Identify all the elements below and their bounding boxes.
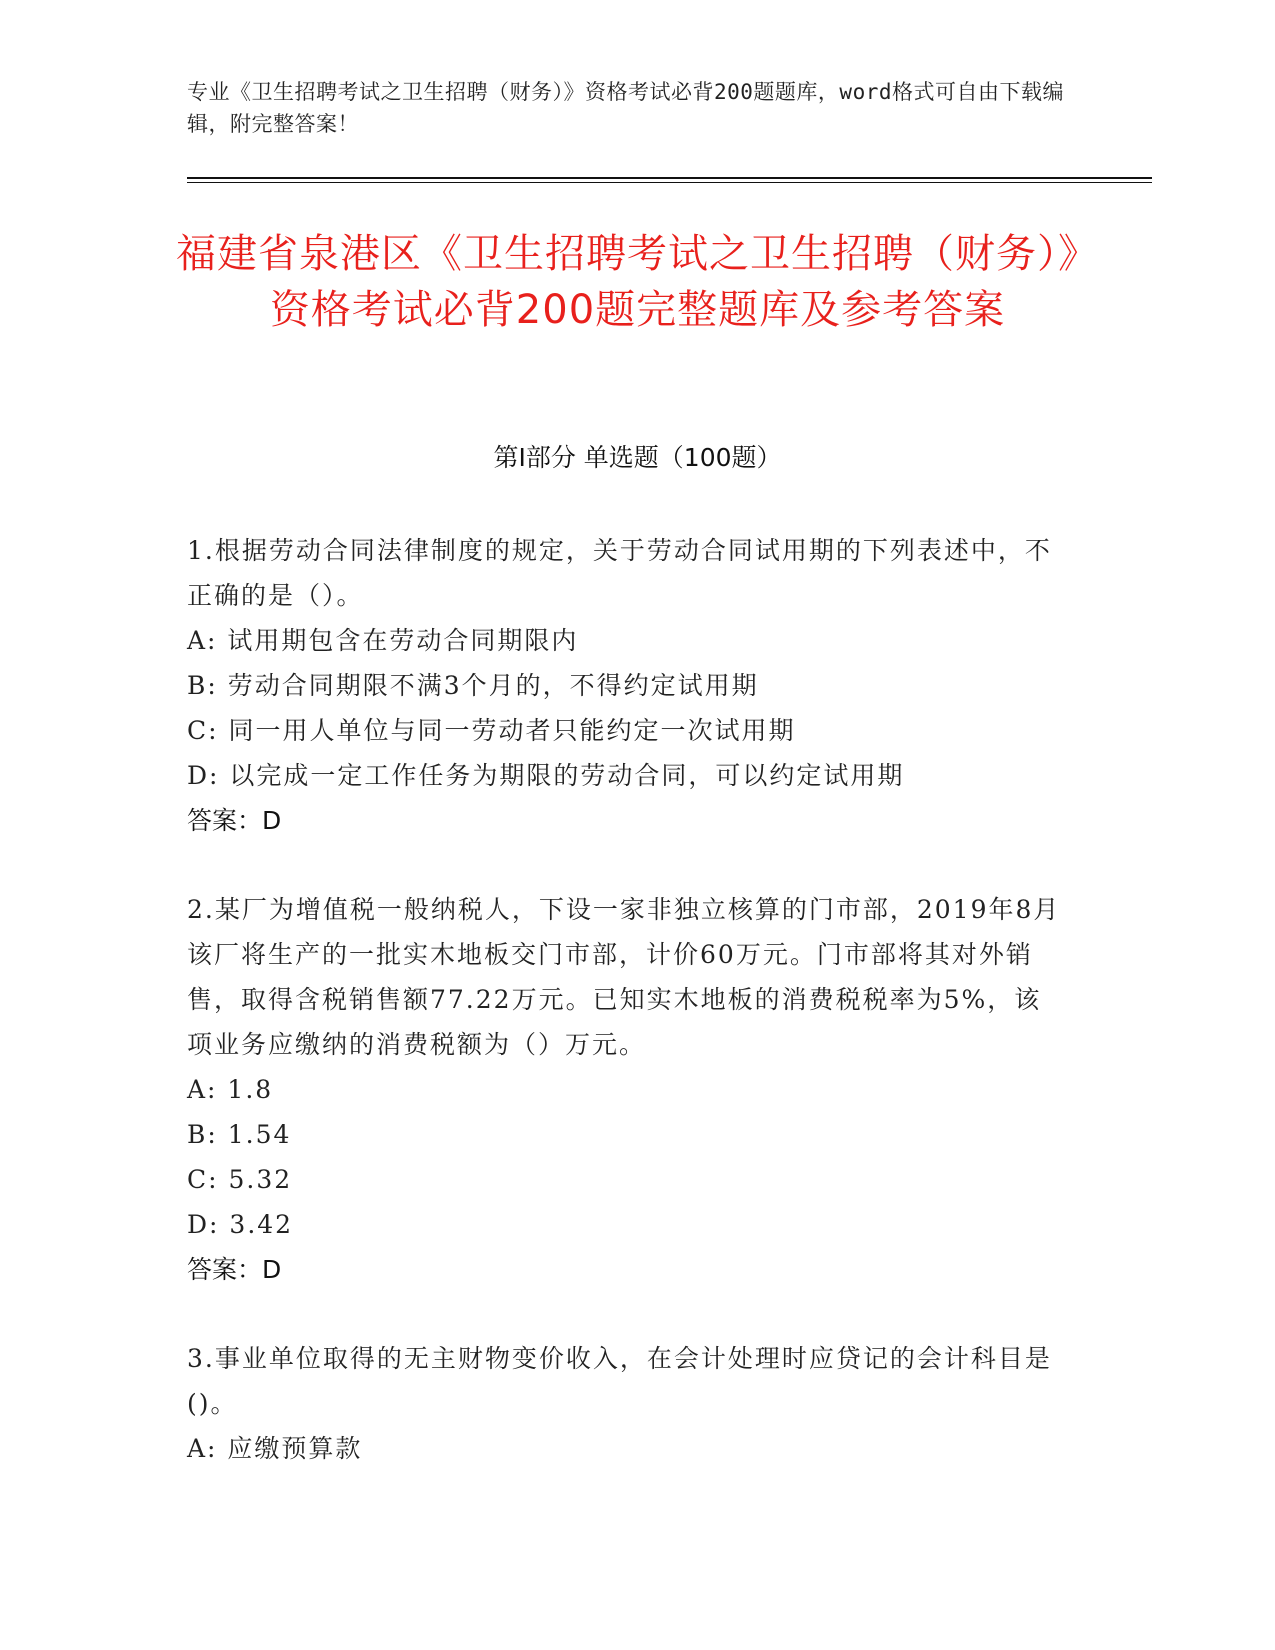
- question-list: [187, 528, 1067, 1515]
- section-title: 第I部分 单选题（100题）: [493, 443, 782, 472]
- option-c: C: 同一用人单位与同一劳动者只能约定一次试用期: [187, 716, 796, 745]
- header-rule-thin: [187, 182, 1152, 183]
- option-a: A: 应缴预算款: [187, 1434, 363, 1463]
- document-title: 福建省泉港区《卫生招聘考试之卫生招聘（财务）》资格考试必背200题完整题库及参考答案: [176, 231, 1099, 333]
- option-c: C: 5.32: [187, 1165, 293, 1194]
- option-b: B: 1.54: [187, 1120, 292, 1149]
- header-rule-thick: [187, 177, 1152, 179]
- question-stem: 2.某厂为增值税一般纳税人，下设一家非独立核算的门市部，2019年8月该厂将生产的一批实木地板交门市部，计价60万元。门市部将其对外销售，取得含税销售额77.22万元。已知实木地板的消费税税率为5%，该项业务应缴纳的消费税额为（）万元。: [187, 895, 1061, 1059]
- option-d: D: 以完成一定工作任务为期限的劳动合同，可以约定试用期: [187, 761, 905, 790]
- answer: 答案：D: [187, 1255, 282, 1284]
- question-stem: 1.根据劳动合同法律制度的规定，关于劳动合同试用期的下列表述中，不正确的是（）。: [187, 536, 1052, 610]
- question-2: [187, 887, 1067, 1292]
- header-note: 专业《卫生招聘考试之卫生招聘（财务）》资格考试必背200题题库，word格式可自由下载编辑，附完整答案！: [187, 80, 1064, 136]
- option-d: D: 3.42: [187, 1210, 294, 1239]
- question-stem: 3.事业单位取得的无主财物变价收入，在会计处理时应贷记的会计科目是()。: [187, 1344, 1052, 1418]
- question-3: [187, 1336, 1067, 1471]
- option-a: A: 1.8: [187, 1075, 274, 1104]
- option-b: B: 劳动合同期限不满3个月的，不得约定试用期: [187, 671, 759, 700]
- question-1: [187, 528, 1067, 843]
- option-a: A: 试用期包含在劳动合同期限内: [187, 626, 579, 655]
- answer: 答案：D: [187, 806, 282, 835]
